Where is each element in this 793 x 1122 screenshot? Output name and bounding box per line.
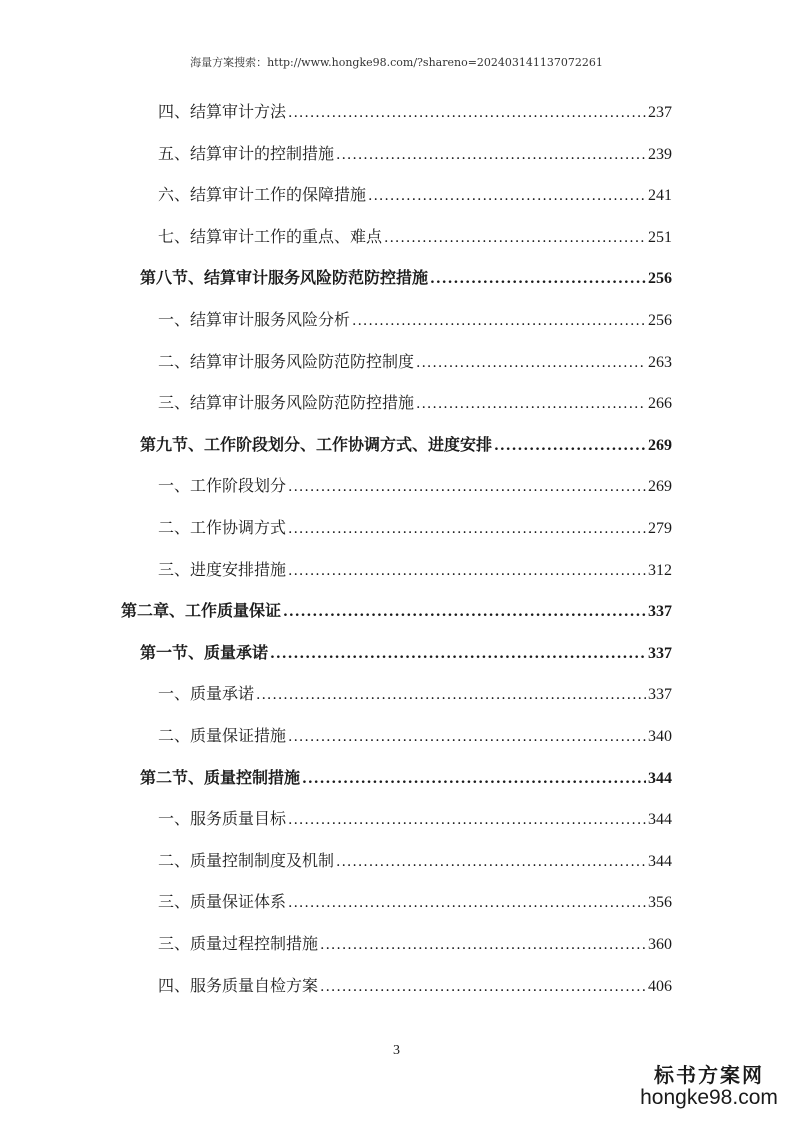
toc-entry[interactable]	[140, 263, 672, 293]
toc-entry-page: 256	[648, 270, 672, 288]
toc-leader-dots	[494, 431, 646, 461]
toc-leader-dots	[288, 805, 646, 835]
toc-leader-dots	[302, 764, 646, 794]
toc-entry[interactable]	[158, 222, 672, 252]
toc-entry[interactable]	[158, 305, 672, 335]
toc-entry-title: 一、工作阶段划分	[158, 476, 287, 496]
toc-entry-page: 269	[648, 436, 672, 454]
toc-entry-page: 269	[648, 478, 672, 496]
page-number: 3	[393, 1043, 400, 1058]
toc-entry-page: 312	[648, 561, 672, 579]
toc-entry-page: 241	[648, 187, 672, 205]
toc-entry-title: 六、结算审计工作的保障措施	[158, 185, 367, 205]
toc-entry[interactable]	[158, 846, 672, 876]
toc-entry-page: 406	[648, 977, 672, 995]
toc-entry-title: 一、服务质量目标	[158, 809, 287, 829]
toc-leader-dots	[430, 264, 646, 294]
toc-entry-title: 四、服务质量自检方案	[158, 975, 319, 995]
toc-entry[interactable]	[140, 430, 672, 460]
toc-entry[interactable]	[158, 679, 672, 709]
toc-entry-page: 337	[648, 644, 672, 662]
toc-leader-dots	[336, 140, 646, 170]
toc-leader-dots	[270, 639, 646, 669]
toc-entry[interactable]	[158, 97, 672, 127]
toc-entry[interactable]	[158, 180, 672, 210]
toc-entry-page: 360	[648, 936, 672, 953]
toc-entry[interactable]	[158, 388, 672, 418]
toc-entry-page: 263	[648, 353, 672, 371]
toc-leader-dots	[288, 888, 646, 918]
toc-entry[interactable]	[158, 804, 672, 834]
toc-entry[interactable]	[140, 638, 672, 668]
toc-entry-title: 三、结算审计服务风险防范防控措施	[158, 393, 415, 413]
toc-entry-page: 239	[648, 145, 672, 163]
toc-entry-page: 344	[648, 852, 672, 870]
toc-leader-dots	[416, 389, 646, 419]
watermark-title: 标书方案网	[654, 1063, 764, 1087]
toc-entry-page: 337	[648, 603, 672, 621]
toc-entry-title: 三、进度安排措施	[158, 559, 287, 579]
toc-entry-title: 第八节、结算审计服务风险防范防控措施	[140, 268, 429, 288]
toc-entry-title: 三、质量过程控制措施	[158, 934, 319, 953]
toc-entry[interactable]	[140, 763, 672, 793]
toc-entry-page: 356	[648, 894, 672, 912]
toc-entry-page: 251	[648, 228, 672, 246]
toc-entry-page: 256	[648, 312, 672, 329]
toc-entry-title: 一、结算审计服务风险分析	[158, 310, 351, 329]
toc-leader-dots	[288, 472, 646, 502]
toc-entry[interactable]	[158, 347, 672, 377]
toc-entry[interactable]	[158, 721, 672, 751]
toc-entry-page: 344	[648, 769, 672, 787]
toc-leader-dots	[368, 181, 646, 211]
toc-entry[interactable]	[158, 513, 672, 543]
toc-leader-dots	[288, 556, 646, 586]
watermark-logo	[639, 1059, 779, 1110]
toc-entry-page: 337	[648, 686, 672, 704]
toc-leader-dots	[288, 514, 646, 544]
toc-entry-title: 二、质量保证措施	[158, 726, 287, 745]
toc-entry-title: 第九节、工作阶段划分、工作协调方式、进度安排	[140, 434, 493, 454]
toc-entry-page: 237	[648, 104, 672, 121]
toc-entry-page: 266	[648, 395, 672, 413]
toc-leader-dots	[288, 98, 646, 128]
toc-leader-dots	[320, 972, 646, 1002]
toc-leader-dots	[283, 597, 646, 627]
toc-entry-page: 340	[648, 728, 672, 745]
toc-leader-dots	[384, 223, 646, 253]
toc-leader-dots	[336, 847, 646, 877]
toc-entry-title: 三、质量保证体系	[158, 892, 287, 912]
toc-leader-dots	[288, 722, 646, 752]
toc-entry-page: 344	[648, 811, 672, 829]
toc-entry-title: 七、结算审计工作的重点、难点	[158, 226, 383, 246]
toc-entry-title: 五、结算审计的控制措施	[158, 143, 335, 163]
toc-entry-title: 二、质量控制制度及机制	[158, 850, 335, 870]
toc-entry-page: 279	[648, 520, 672, 537]
watermark-domain: hongke98.com	[640, 1086, 778, 1109]
toc-entry-title: 二、结算审计服务风险防范防控制度	[158, 351, 415, 371]
header-url: 海量方案搜索：http://www.hongke98.com/?shareno=202403141137072261	[190, 56, 603, 69]
toc-entry[interactable]	[121, 596, 672, 626]
toc-entry-title: 第一节、质量承诺	[140, 642, 269, 662]
toc-entry-title: 第二节、质量控制措施	[140, 767, 301, 787]
toc-entry[interactable]	[158, 887, 672, 917]
toc-entry-title: 二、工作协调方式	[158, 518, 287, 537]
toc-entry[interactable]	[158, 555, 672, 585]
toc-entry-title: 第二章、工作质量保证	[121, 601, 282, 621]
toc-leader-dots	[320, 930, 646, 960]
toc-entry[interactable]	[158, 471, 672, 501]
toc-leader-dots	[416, 348, 646, 378]
toc-entry[interactable]	[158, 139, 672, 169]
toc-entry[interactable]	[158, 971, 672, 1001]
toc-entry[interactable]	[158, 929, 672, 959]
toc-leader-dots	[352, 306, 646, 336]
toc-leader-dots	[256, 680, 646, 710]
toc-entry-title: 一、质量承诺	[158, 684, 255, 704]
toc-entry-title: 四、结算审计方法	[158, 102, 287, 121]
